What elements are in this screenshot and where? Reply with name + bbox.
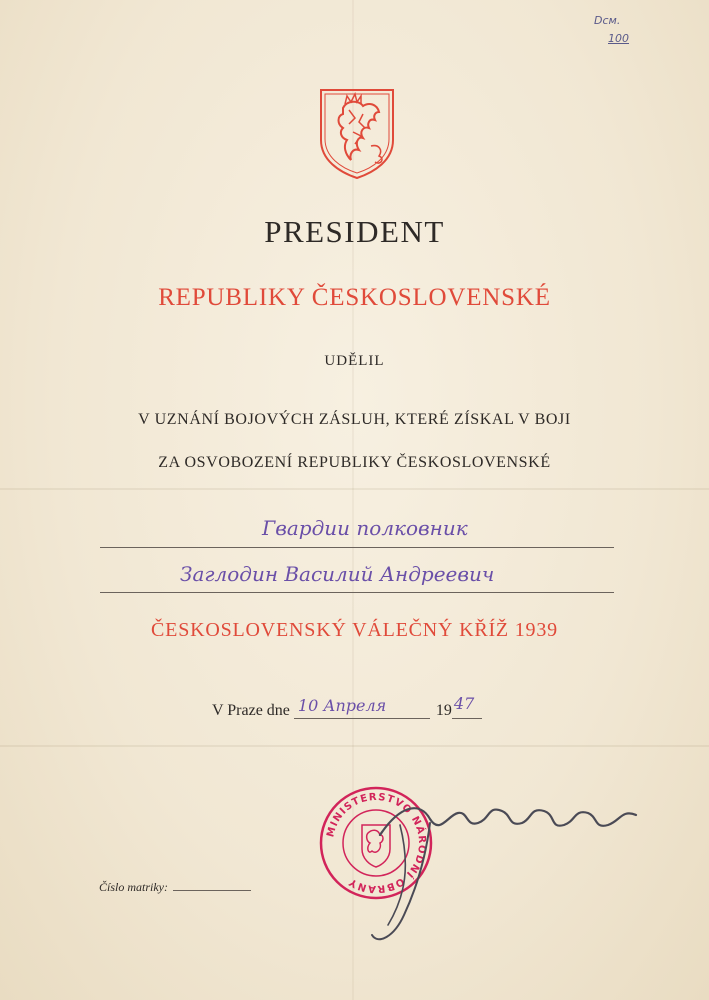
record-number-line: [173, 890, 251, 891]
date-prefix: V Praze dne: [212, 702, 290, 719]
stamp-text: MINISTERSTVO NÁRODNÍ OBRANY: [325, 791, 428, 895]
president-title: PRESIDENT: [264, 214, 445, 249]
date-field: [294, 696, 432, 720]
fold-crease: [0, 745, 709, 747]
fold-crease: [0, 488, 709, 490]
recipient-rank: Гвардии полковник: [262, 516, 468, 540]
coat-of-arms-emblem: [319, 88, 395, 180]
date-line: [294, 718, 430, 719]
handwritten-year: 47: [453, 694, 475, 713]
year-field: [452, 694, 486, 720]
award-title: ČESKOSLOVENSKÝ VÁLEČNÝ KŘÍŽ 1939: [151, 619, 558, 641]
republic-subtitle: REPUBLIKY ČESKOSLOVENSKÉ: [158, 284, 551, 311]
year-prefix: 19: [435, 702, 452, 719]
awarded-heading: UDĚLIL: [324, 353, 385, 369]
record-number-row: [99, 880, 251, 895]
citation-line-1: V UZNÁNÍ BOJOVÝCH ZÁSLUH, KTERÉ ZÍSKAL V BOJI: [138, 411, 571, 428]
record-number-label: Číslo matriky:: [99, 880, 168, 894]
year-line: [452, 718, 482, 719]
recipient-rank-line: [100, 547, 614, 548]
signature: [360, 775, 660, 975]
recipient-name: Заглодин Василий Андреевич: [180, 562, 495, 586]
recipient-name-line: [100, 592, 614, 593]
date-row: [212, 694, 486, 720]
citation-line-2: ZA OSVOBOZENÍ REPUBLIKY ČESKOSLOVENSKÉ: [158, 454, 551, 471]
corner-note-line2: 100: [608, 32, 629, 45]
handwritten-date: 10 Апреля: [297, 696, 387, 715]
corner-note-line1: Dcм.: [594, 14, 621, 27]
